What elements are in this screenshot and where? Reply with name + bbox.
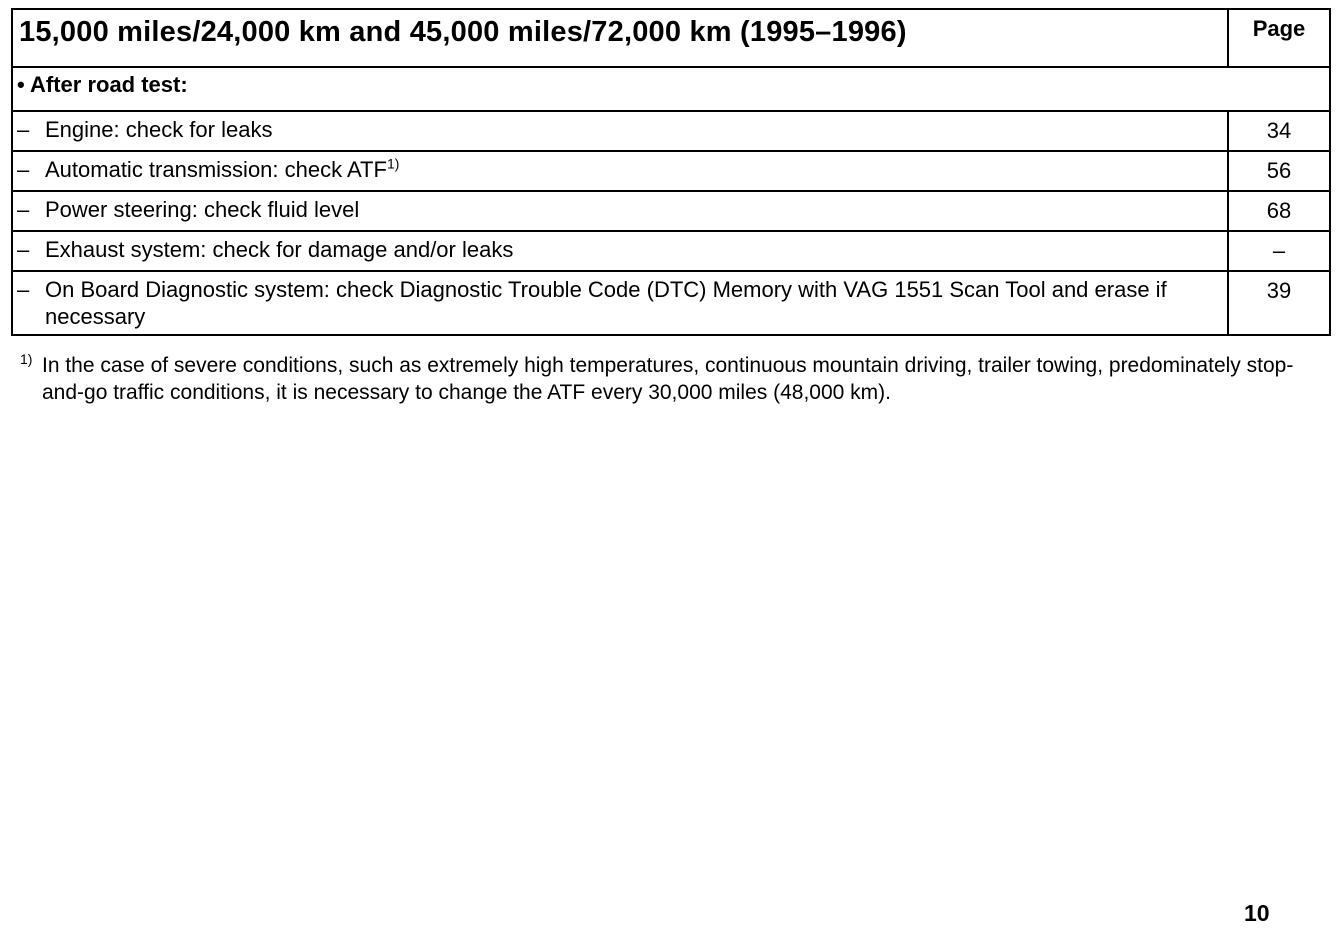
task-text: Exhaust system: check for damage and/or leaks (45, 237, 514, 262)
page-ref: 68 (1228, 191, 1330, 231)
section-row (12, 67, 1330, 111)
row-dash: – (17, 157, 30, 182)
table-row (12, 111, 1330, 151)
row-dash: – (17, 277, 30, 302)
footnote-text: In the case of severe conditions, such as extremely high temperatures, continuous mountain driving, trailer towing, predominately stop-and-go traffic conditions, it is necessary to change the ATF every 30,000 miles (48,000 km). (42, 354, 1294, 404)
row-dash: – (17, 117, 30, 142)
task-text: Automatic transmission: check ATF (45, 157, 387, 182)
page-number: 10 (1244, 900, 1270, 926)
page-column-header: Page (1228, 9, 1330, 67)
page-ref: 34 (1228, 111, 1330, 151)
page-ref: 39 (1228, 271, 1330, 335)
row-dash: – (17, 197, 30, 222)
section-heading: • After road test: (12, 67, 1330, 111)
maintenance-schedule (11, 8, 1329, 336)
table-row (12, 271, 1330, 335)
task-text: Engine: check for leaks (45, 117, 273, 142)
page-ref: 56 (1228, 151, 1330, 191)
schedule-title: 15,000 miles/24,000 km and 45,000 miles/72,000 km (1995–1996) (12, 9, 1228, 67)
schedule-table (11, 8, 1331, 336)
footnote-mark: 1) (20, 351, 33, 367)
footnote-ref: 1) (386, 155, 400, 172)
table-row (12, 191, 1330, 231)
page-ref: – (1228, 231, 1330, 271)
footnote (20, 352, 1320, 406)
table-row (12, 231, 1330, 271)
table-header-row (12, 9, 1330, 67)
task-text: On Board Diagnostic system: check Diagnostic Trouble Code (DTC) Memory with VAG 1551 Scan Tool and erase if necessary (45, 277, 1167, 329)
row-dash: – (17, 237, 30, 262)
task-text: Power steering: check fluid level (45, 197, 360, 222)
table-row (12, 151, 1330, 191)
